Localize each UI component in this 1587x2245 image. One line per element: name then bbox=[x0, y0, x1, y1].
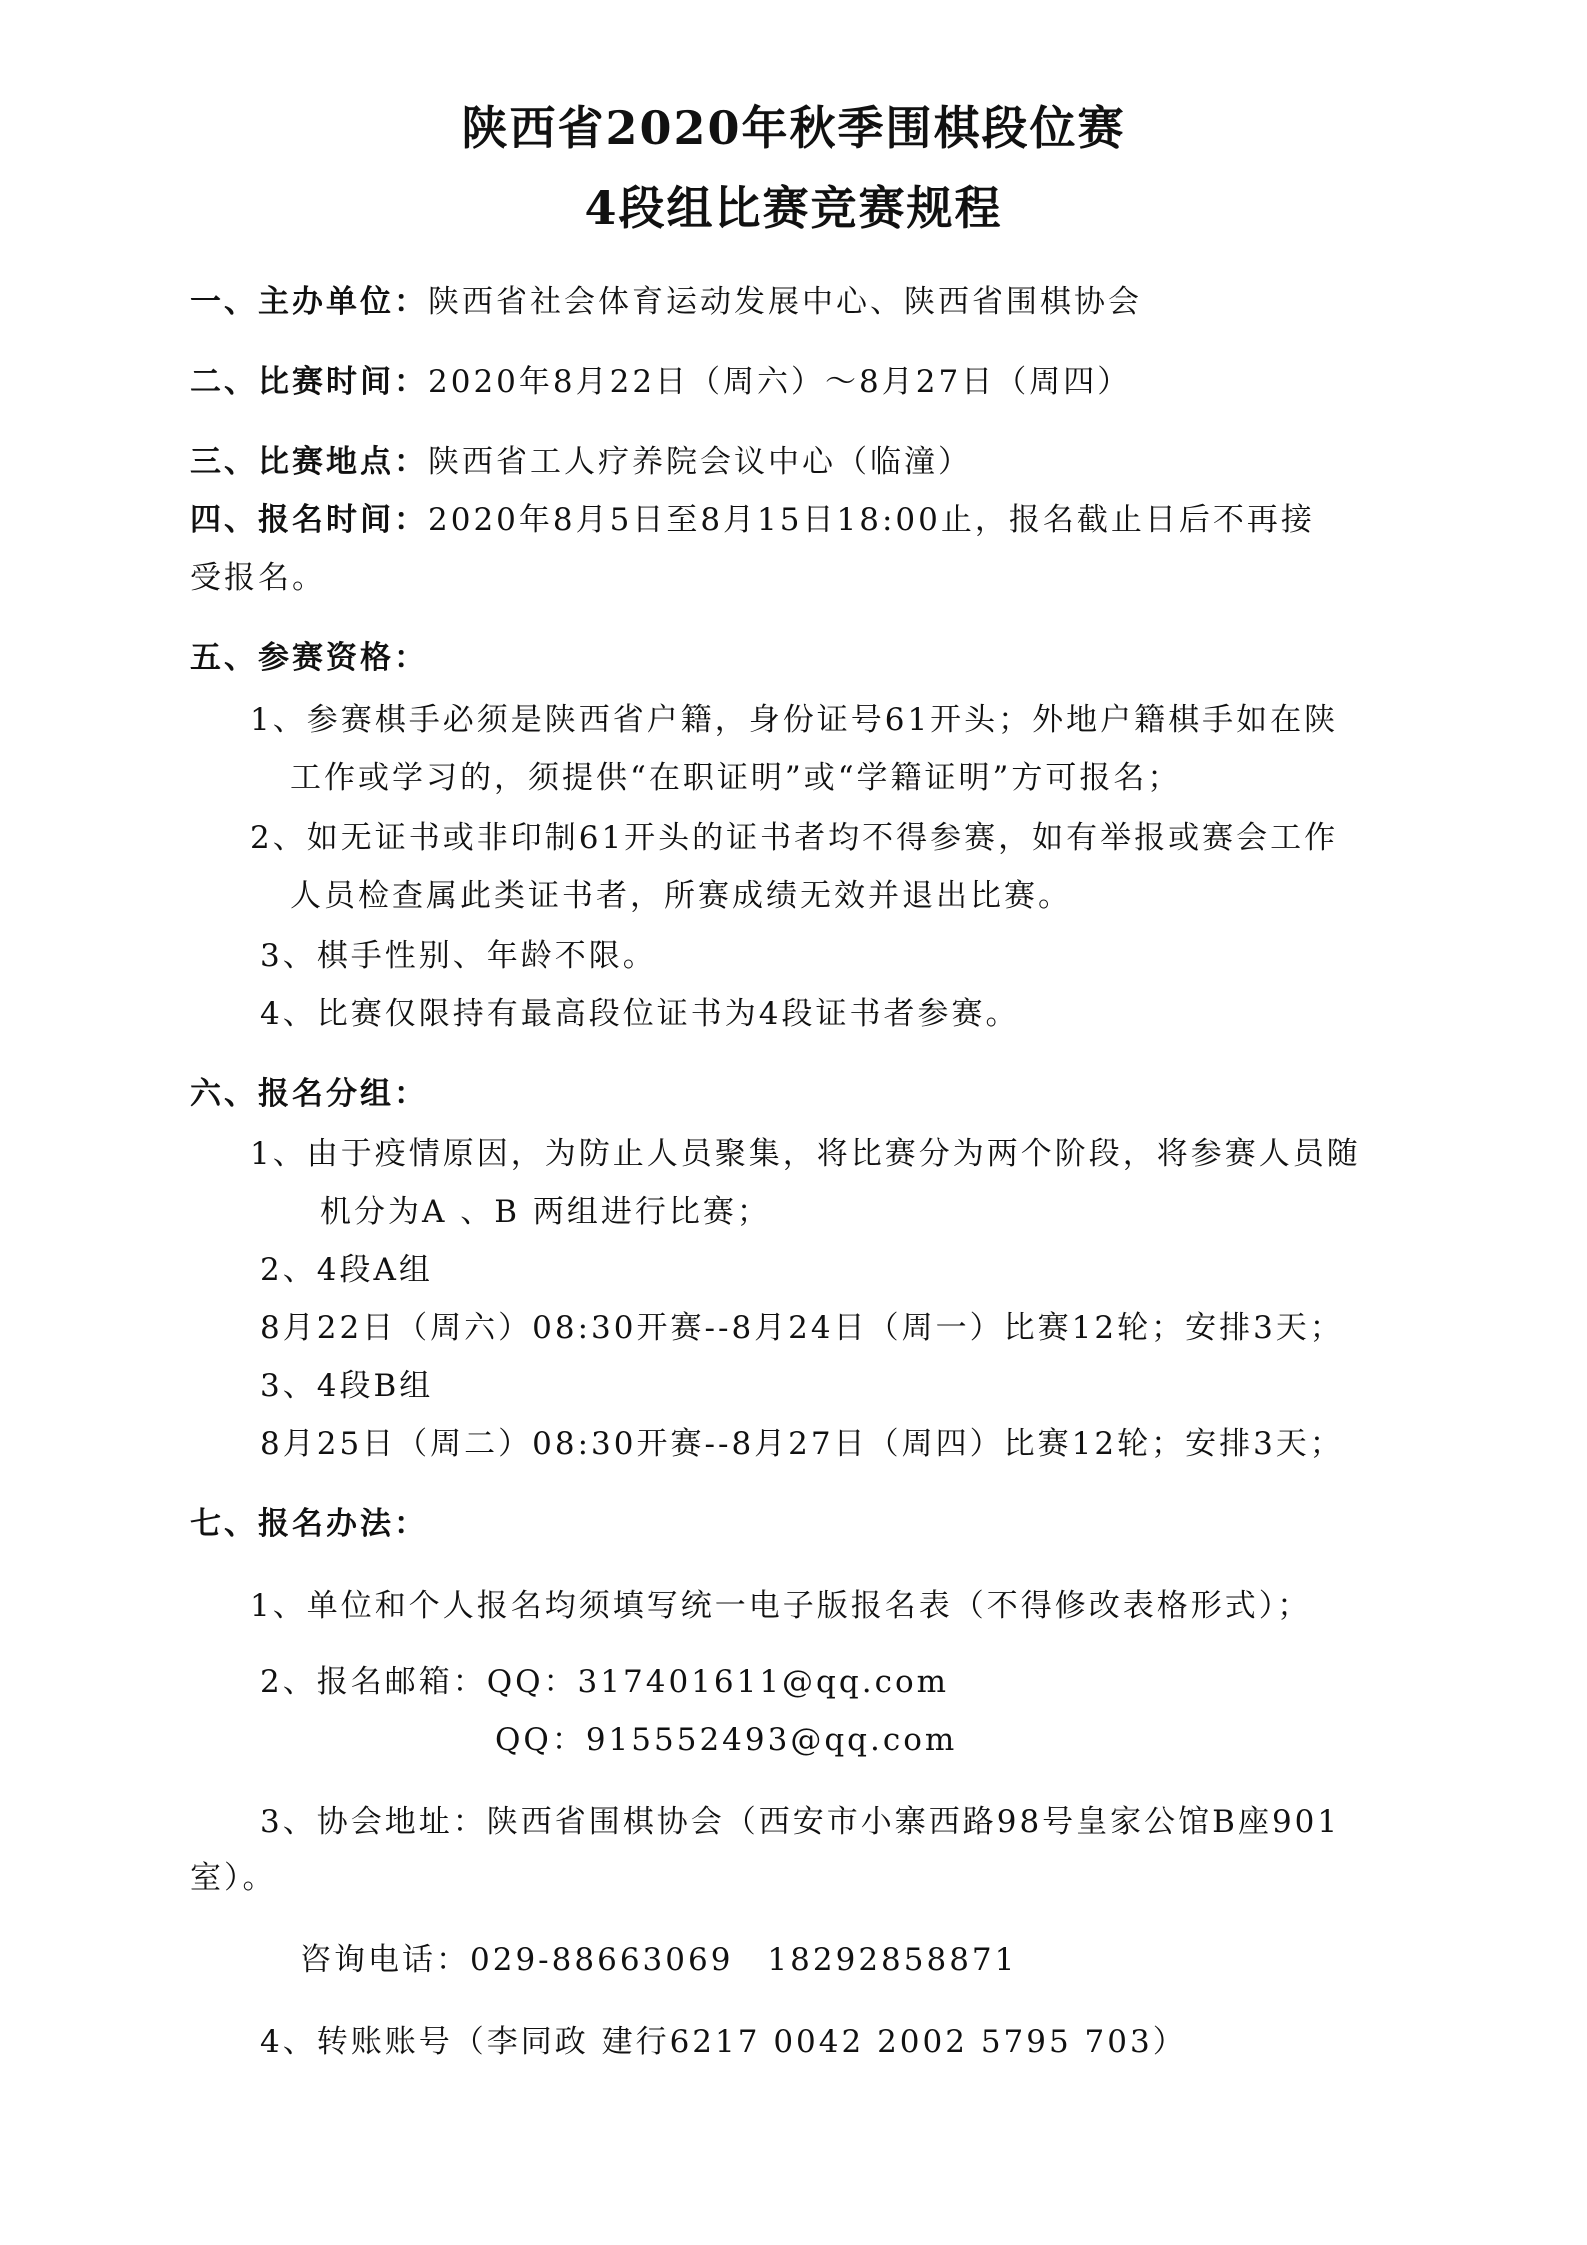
list-item-continued: 机分为A 、B 两组进行比赛； bbox=[320, 1194, 771, 1230]
list-item-continued: 工作或学习的，须提供“在职证明”或“学籍证明”方可报名； bbox=[290, 760, 1182, 796]
section-grouping-label: 六、报名分组： bbox=[190, 1076, 428, 1112]
section-label: 三、比赛地点： bbox=[190, 444, 428, 480]
section-text: 2020年8月22日（周六）～8月27日（周四） bbox=[428, 364, 1132, 400]
list-item: 1、单位和个人报名均须填写统一电子版报名表（不得修改表格形式）； bbox=[250, 1588, 1312, 1624]
section-organizer bbox=[190, 282, 1142, 322]
list-item: 4、转账账号（李同政 建行6217 0042 2002 5795 703） bbox=[260, 2024, 1187, 2060]
email-line: QQ：915552493@qq.com bbox=[495, 1722, 958, 1758]
section-location bbox=[190, 442, 972, 482]
schedule-line: 8月22日（周六）08:30开赛--8月24日（周一）比赛12轮；安排3天； bbox=[260, 1310, 1344, 1346]
section-text: 2020年8月5日至8月15日18:00止，报名截止日后不再接 bbox=[428, 502, 1315, 538]
title-line-1: 陕西省2020年秋季围棋段位赛 bbox=[461, 101, 1126, 155]
section-label: 二、比赛时间： bbox=[190, 364, 428, 400]
section-text-continued: 受报名。 bbox=[190, 560, 326, 596]
section-registration-time bbox=[190, 500, 1315, 540]
section-time bbox=[190, 362, 1131, 402]
section-eligibility-label: 五、参赛资格： bbox=[190, 640, 428, 676]
list-item: 3、棋手性别、年龄不限。 bbox=[260, 938, 657, 974]
list-item: 3、协会地址：陕西省围棋协会（西安市小寨西路98号皇家公馆B座901 bbox=[260, 1804, 1341, 1840]
list-item: 2、如无证书或非印制61开头的证书者均不得参赛，如有举报或赛会工作 bbox=[250, 820, 1339, 856]
list-item: 1、参赛棋手必须是陕西省户籍，身份证号61开头；外地户籍棋手如在陕 bbox=[250, 702, 1339, 738]
list-item: 3、4段B组 bbox=[260, 1368, 434, 1404]
title-line-2: 4段组比赛竞赛规程 bbox=[584, 181, 1003, 235]
section-label: 四、报名时间： bbox=[190, 502, 428, 538]
schedule-line: 8月25日（周二）08:30开赛--8月27日（周四）比赛12轮；安排3天； bbox=[260, 1426, 1344, 1462]
list-item: 1、由于疫情原因，为防止人员聚集，将比赛分为两个阶段，将参赛人员随 bbox=[250, 1136, 1361, 1172]
section-text: 陕西省工人疗养院会议中心（临潼） bbox=[428, 444, 972, 480]
phone-line: 咨询电话：029-88663069 18292858871 bbox=[300, 1942, 1018, 1978]
section-registration-method-label: 七、报名办法： bbox=[190, 1506, 428, 1542]
section-text: 陕西省社会体育运动发展中心、陕西省围棋协会 bbox=[428, 284, 1142, 320]
list-item: 2、报名邮箱：QQ：317401611@qq.com bbox=[260, 1664, 950, 1700]
list-item: 2、4段A组 bbox=[260, 1252, 433, 1288]
list-item-continued: 人员检查属此类证书者，所赛成绩无效并退出比赛。 bbox=[290, 878, 1072, 914]
section-label: 一、主办单位： bbox=[190, 284, 428, 320]
list-item-continued: 室）。 bbox=[190, 1860, 277, 1896]
list-item: 4、比赛仅限持有最高段位证书为4段证书者参赛。 bbox=[260, 996, 1020, 1032]
